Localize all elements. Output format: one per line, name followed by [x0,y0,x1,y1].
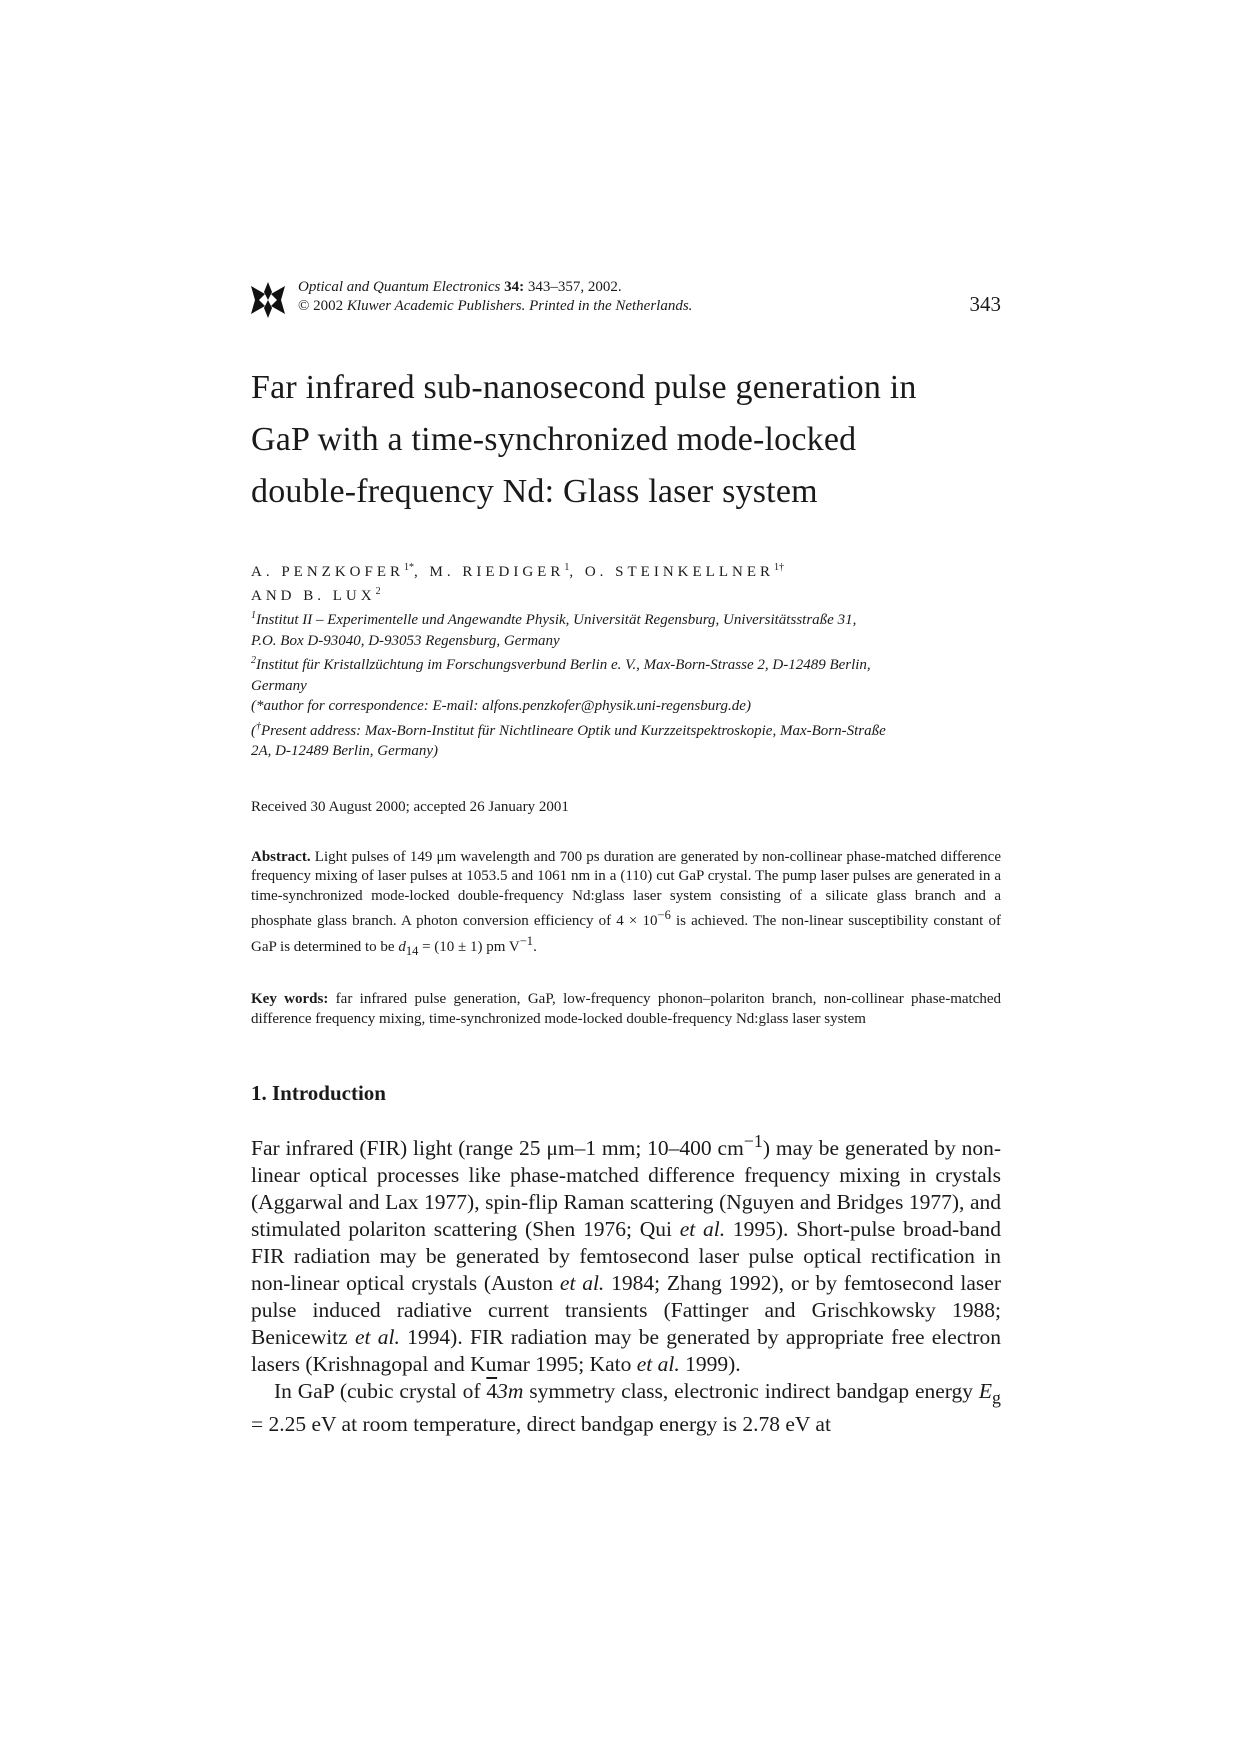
journal-volume: 34: [504,279,525,295]
keywords-label: Key words: [251,991,329,1007]
text-run: 1994). FIR radiation may be generated by appropriate free electron lasers (Krishnagopal and Kumar 1995; Kato [251,1325,1001,1377]
author-sup: 1† [774,562,784,573]
text-sub: g [992,1387,1001,1408]
paper-page [251,278,1001,1438]
text-run: Far infrared (FIR) light (range 25 μm–1 mm; 10–400 cm [251,1136,744,1161]
title-line: double-frequency Nd: Glass laser system [251,473,818,510]
author-sup: 1 [564,562,570,573]
author-name: A. PENZKOFER [251,564,405,580]
affil-text: Institut für Kristallzüchtung im Forschungsverbund Berlin e. V., Max-Born-Strasse 2, D-12489 Berlin, [256,657,871,673]
affil-text: P.O. Box D-93040, D-93053 Regensburg, Germany [251,632,560,649]
publisher-name: Kluwer Academic Publishers. Printed in the Netherlands. [346,298,693,314]
paragraph [251,1128,1001,1378]
keywords [251,990,1001,1029]
author-name: , M. RIEDIGER [414,564,565,580]
abstract-label: Abstract. [251,848,311,865]
affil-text: Institut II – Experimentelle und Angewandte Physik, Universität Regensburg, Universitätsstraße 31, [256,612,857,628]
affil-sup: 1 [251,610,256,621]
present-address: 2A, D-12489 Berlin, Germany) [251,743,439,759]
text-sup: −1 [743,1131,763,1151]
affiliations [251,606,1001,762]
publisher-logo-icon [251,282,285,318]
abstract-exp: −6 [657,908,671,922]
copyright-symbol: © [298,298,310,314]
text-run: = 2.25 eV at room temperature, direct bandgap energy is 2.78 eV at [251,1412,831,1437]
present-address: Present address: Max-Born-Institut für Nichtlineare Optik und Kurzzeitspektroskopie, Max-Born-Straße [261,722,886,739]
text-italic: et al. [636,1352,680,1377]
text-italic: et al. [679,1217,726,1242]
text-italic: et al. [355,1325,400,1350]
author-sup: 1* [404,562,415,573]
page-number: 343 [969,292,1001,316]
abstract-text: is achieved. The non-linear susceptibility constant of GaP is determined to be [251,913,1001,955]
author-sup: 2 [375,586,381,597]
text-overline: 4 [486,1379,498,1404]
paper-title [251,362,1001,518]
text-run: In GaP (cubic crystal of [274,1379,487,1404]
text-run: ) may be generated by non-linear optical processes like phase-matched difference frequency mixing in crystals (Aggarwal and Lax 1977), spin-flip Raman scattering (Nguyen and Bridges 1977), and stimulated polariton scattering (Shen 1976; Qui [251,1136,1001,1242]
text-run: 1995). Short-pulse broad-band FIR radiation may be generated by femtosecond laser pulse optical rectification in non-linear optical crystals (Auston [251,1217,1001,1296]
text-italic: 3m [497,1379,524,1404]
present-sup: † [256,720,261,732]
correspondence-note: (*author for correspondence: E-mail: alfons.penzkofer@physik.uni-regensburg.de) [251,698,751,714]
text-run: 1999). [679,1352,741,1377]
copyright-year: 2002 [313,298,344,314]
present-open: ( [251,722,256,739]
author-list [251,558,1001,606]
section-heading: 1. Introduction [251,1081,386,1105]
introduction-body [251,1128,1001,1438]
received-date: Received 30 August 2000; accepted 26 January 2001 [251,798,569,815]
abstract-text: . [533,938,537,955]
text-run: 1984; Zhang 1992), or by femtosecond laser pulse induced radiative current transients (Fattinger and Grischkowsky 1988; Benicewitz [251,1271,1001,1350]
abstract-text: Light pulses of 149 μm wavelength and 700 ps duration are generated by non-collinear phase-matched difference frequency mixing of laser pulses at 1053.5 and 1061 nm in a (110) cut GaP crystal. The pump laser pulses are generated in a time-synchronized mode-locked double-frequency Nd:glass laser system consisting of a silicate glass branch and a phosphate glass branch. A photon conversion efficiency of 4 × 10 [251,848,1002,929]
affil-sup: 2 [251,655,256,666]
abstract-text: = (10 ± 1) pm V [418,938,520,955]
text-italic: et al. [559,1271,605,1296]
text-italic: E [978,1379,993,1404]
text-run: symmetry class, electronic indirect bandgap energy [523,1379,979,1404]
title-line: Far infrared sub-nanosecond pulse generation in [251,369,917,406]
keywords-text: far infrared pulse generation, GaP, low-frequency phonon–polariton branch, non-collinear phase-matched difference frequency mixing, time-synchronized mode-locked double-frequency Nd:glass laser system [251,991,1001,1027]
journal-pages: 343–357, 2002. [527,279,622,295]
affil-text: Germany [251,677,307,694]
abstract-d-symbol: d [398,938,406,955]
journal-citation [298,278,692,316]
paragraph [251,1378,1001,1438]
journal-name: Optical and Quantum Electronics [298,279,501,295]
author-name: AND B. LUX [251,588,376,604]
abstract-exp: −1 [519,933,534,948]
abstract-d-sub: 14 [405,943,419,958]
author-name: , O. STEINKELLNER [569,564,774,580]
title-line: GaP with a time-synchronized mode-locked [251,421,857,458]
abstract [251,848,1001,962]
journal-header [251,278,1001,322]
